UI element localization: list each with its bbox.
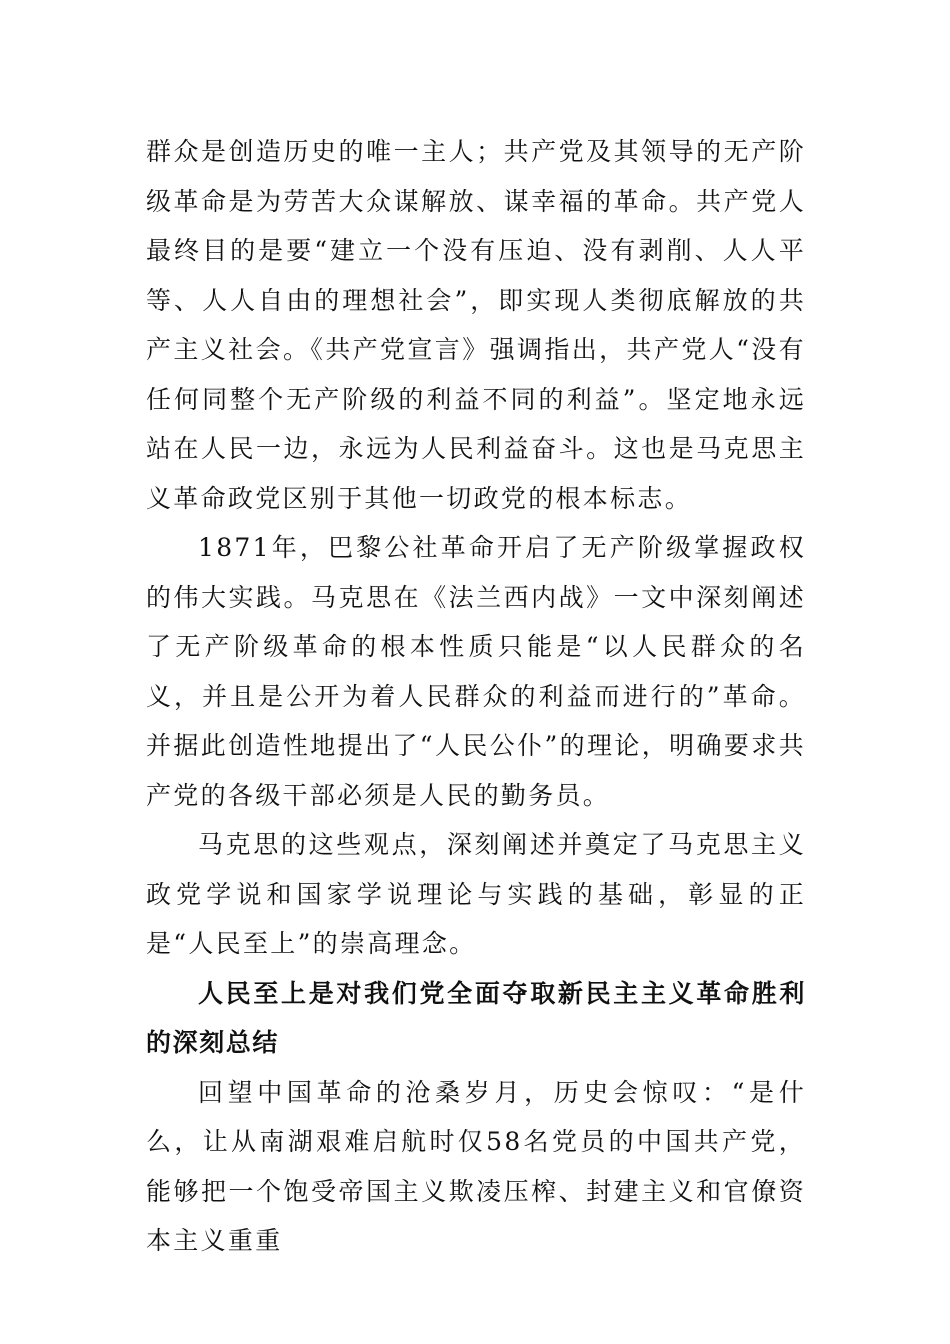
- section-heading: 人民至上是对我们党全面夺取新民主主义革命胜利的深刻总结: [146, 978, 806, 1057]
- body-paragraph: 回望中国革命的沧桑岁月，历史会惊叹：“是什么，让从南湖艰难启航时仅58名党员的中国共产党，能够把一个饱受帝国主义欺凌压榨、封建主义和官僚资本主义重重: [146, 1077, 806, 1255]
- document-page: [146, 127, 806, 1266]
- body-paragraph: 马克思的这些观点，深刻阐述并奠定了马克思主义政党学说和国家学说理论与实践的基础，彰显的正是“人民至上”的崇高理念。: [146, 830, 806, 958]
- body-paragraph: 1871年，巴黎公社革命开启了无产阶级掌握政权的伟大实践。马克思在《法兰西内战》一文中深刻阐述了无产阶级革命的根本性质只能是“以人民群众的名义，并且是公开为着人民群众的利益而进行的”革命。并据此创造性地提出了“人民公仆”的理论，明确要求共产党的各级干部必须是人民的勤务员。: [146, 533, 806, 810]
- body-paragraph: 群众是创造历史的唯一主人；共产党及其领导的无产阶级革命是为劳苦大众谋解放、谋幸福的革命。共产党人最终目的是要“建立一个没有压迫、没有剥削、人人平等、人人自由的理想社会”，即实现人类彻底解放的共产主义社会。《共产党宣言》强调指出，共产党人“没有任何同整个无产阶级的利益不同的利益”。坚定地永远站在人民一边，永远为人民利益奋斗。这也是马克思主义革命政党区别于其他一切政党的根本标志。: [146, 137, 806, 513]
